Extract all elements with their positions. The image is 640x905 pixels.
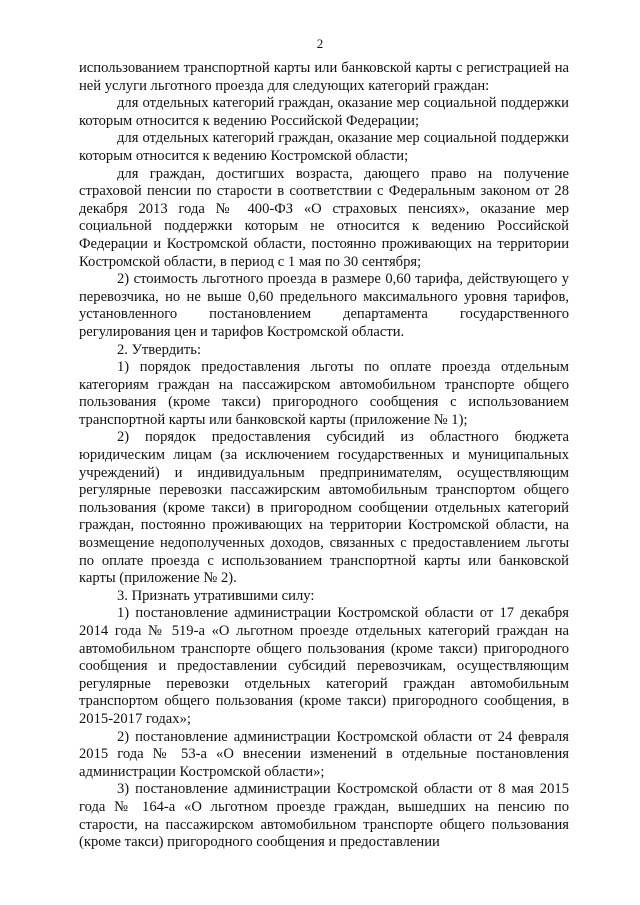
paragraph: 2) стоимость льготного проезда в размере 0,60 тарифа, действующего у перевозчика, но не выше 0,60 предельного максимального уровня тарифов, установленного постановлением департамента государственного регулирования цен и тарифов Костромской области. bbox=[79, 271, 569, 340]
paragraph: 2. Утвердить: bbox=[117, 341, 202, 358]
paragraph: использованием транспортной карты или банковской карты с регистрацией на ней услуги льготного проезда для следующих категорий граждан: bbox=[79, 60, 569, 94]
paragraph: для граждан, достигших возраста, дающего право на получение страховой пенсии по старости в соответствии с Федеральным законом от 28 декабря 2013 года № 400-ФЗ «О страховых пенсиях», оказание мер социальной поддержки которым не относится к ведению Российской Федерации и Костромской области, постоянно проживающих на территории Костромской области, в период с 1 мая по 30 сентября; bbox=[79, 165, 569, 270]
paragraph: 3) постановление администрации Костромской области от 8 мая 2015 года № 164-а «О льготном проезде граждан, вышедших на пенсию по старости, на пассажирском автомобильном транспорте общего пользования (кроме такси) пригородного сообщения и предоставлении bbox=[79, 781, 569, 851]
paragraph: для отдельных категорий граждан, оказание мер социальной поддержки которым относится к ведению Костромской области; bbox=[79, 130, 569, 164]
page-number: 2 bbox=[316, 36, 324, 51]
paragraph: 1) постановление администрации Костромской области от 17 декабря 2014 года № 519-а «О льготном проезде отдельных категорий граждан на автомобильном транспорте общего пользования (кроме такси) пригородного сообщения и предоставлении субсидий перевозчикам, осуществляющим регулярные перевозки отдельных категорий граждан автомобильным транспортом общего пользования (кроме такси) пригородного сообщения, в 2015-2017 годах»; bbox=[79, 605, 569, 727]
document-body bbox=[79, 60, 569, 852]
paragraph: 1) порядок предоставления льготы по оплате проезда отдельным категориям граждан на пассажирском автомобильном транспорте общего пользования (кроме такси) пригородного сообщения с использованием транспортной карты или банковской карты (приложение № 1); bbox=[79, 359, 569, 428]
paragraph: для отдельных категорий граждан, оказание мер социальной поддержки которым относится к ведению Российской Федерации; bbox=[79, 95, 569, 129]
paragraph: 3. Признать утратившими силу: bbox=[117, 587, 315, 604]
paragraph: 2) порядок предоставления субсидий из областного бюджета юридическим лицам (за исключением государственных и муниципальных учреждений) и индивидуальным предпринимателям, осуществляющим регулярные перевозки пассажирским автомобильным транспортом общего пользования (кроме такси) в пригородном сообщении отдельных категорий граждан, постоянно проживающих на территории Костромской области, на возмещение недополученных доходов, связанных с предоставлением льготы по оплате проезда с использованием транспортной карты или банковской карты (приложение № 2). bbox=[79, 429, 569, 587]
paragraph: 2) постановление администрации Костромской области от 24 февраля 2015 года № 53-а «О внесении изменений в отдельные постановления администрации Костромской области»; bbox=[79, 728, 569, 780]
